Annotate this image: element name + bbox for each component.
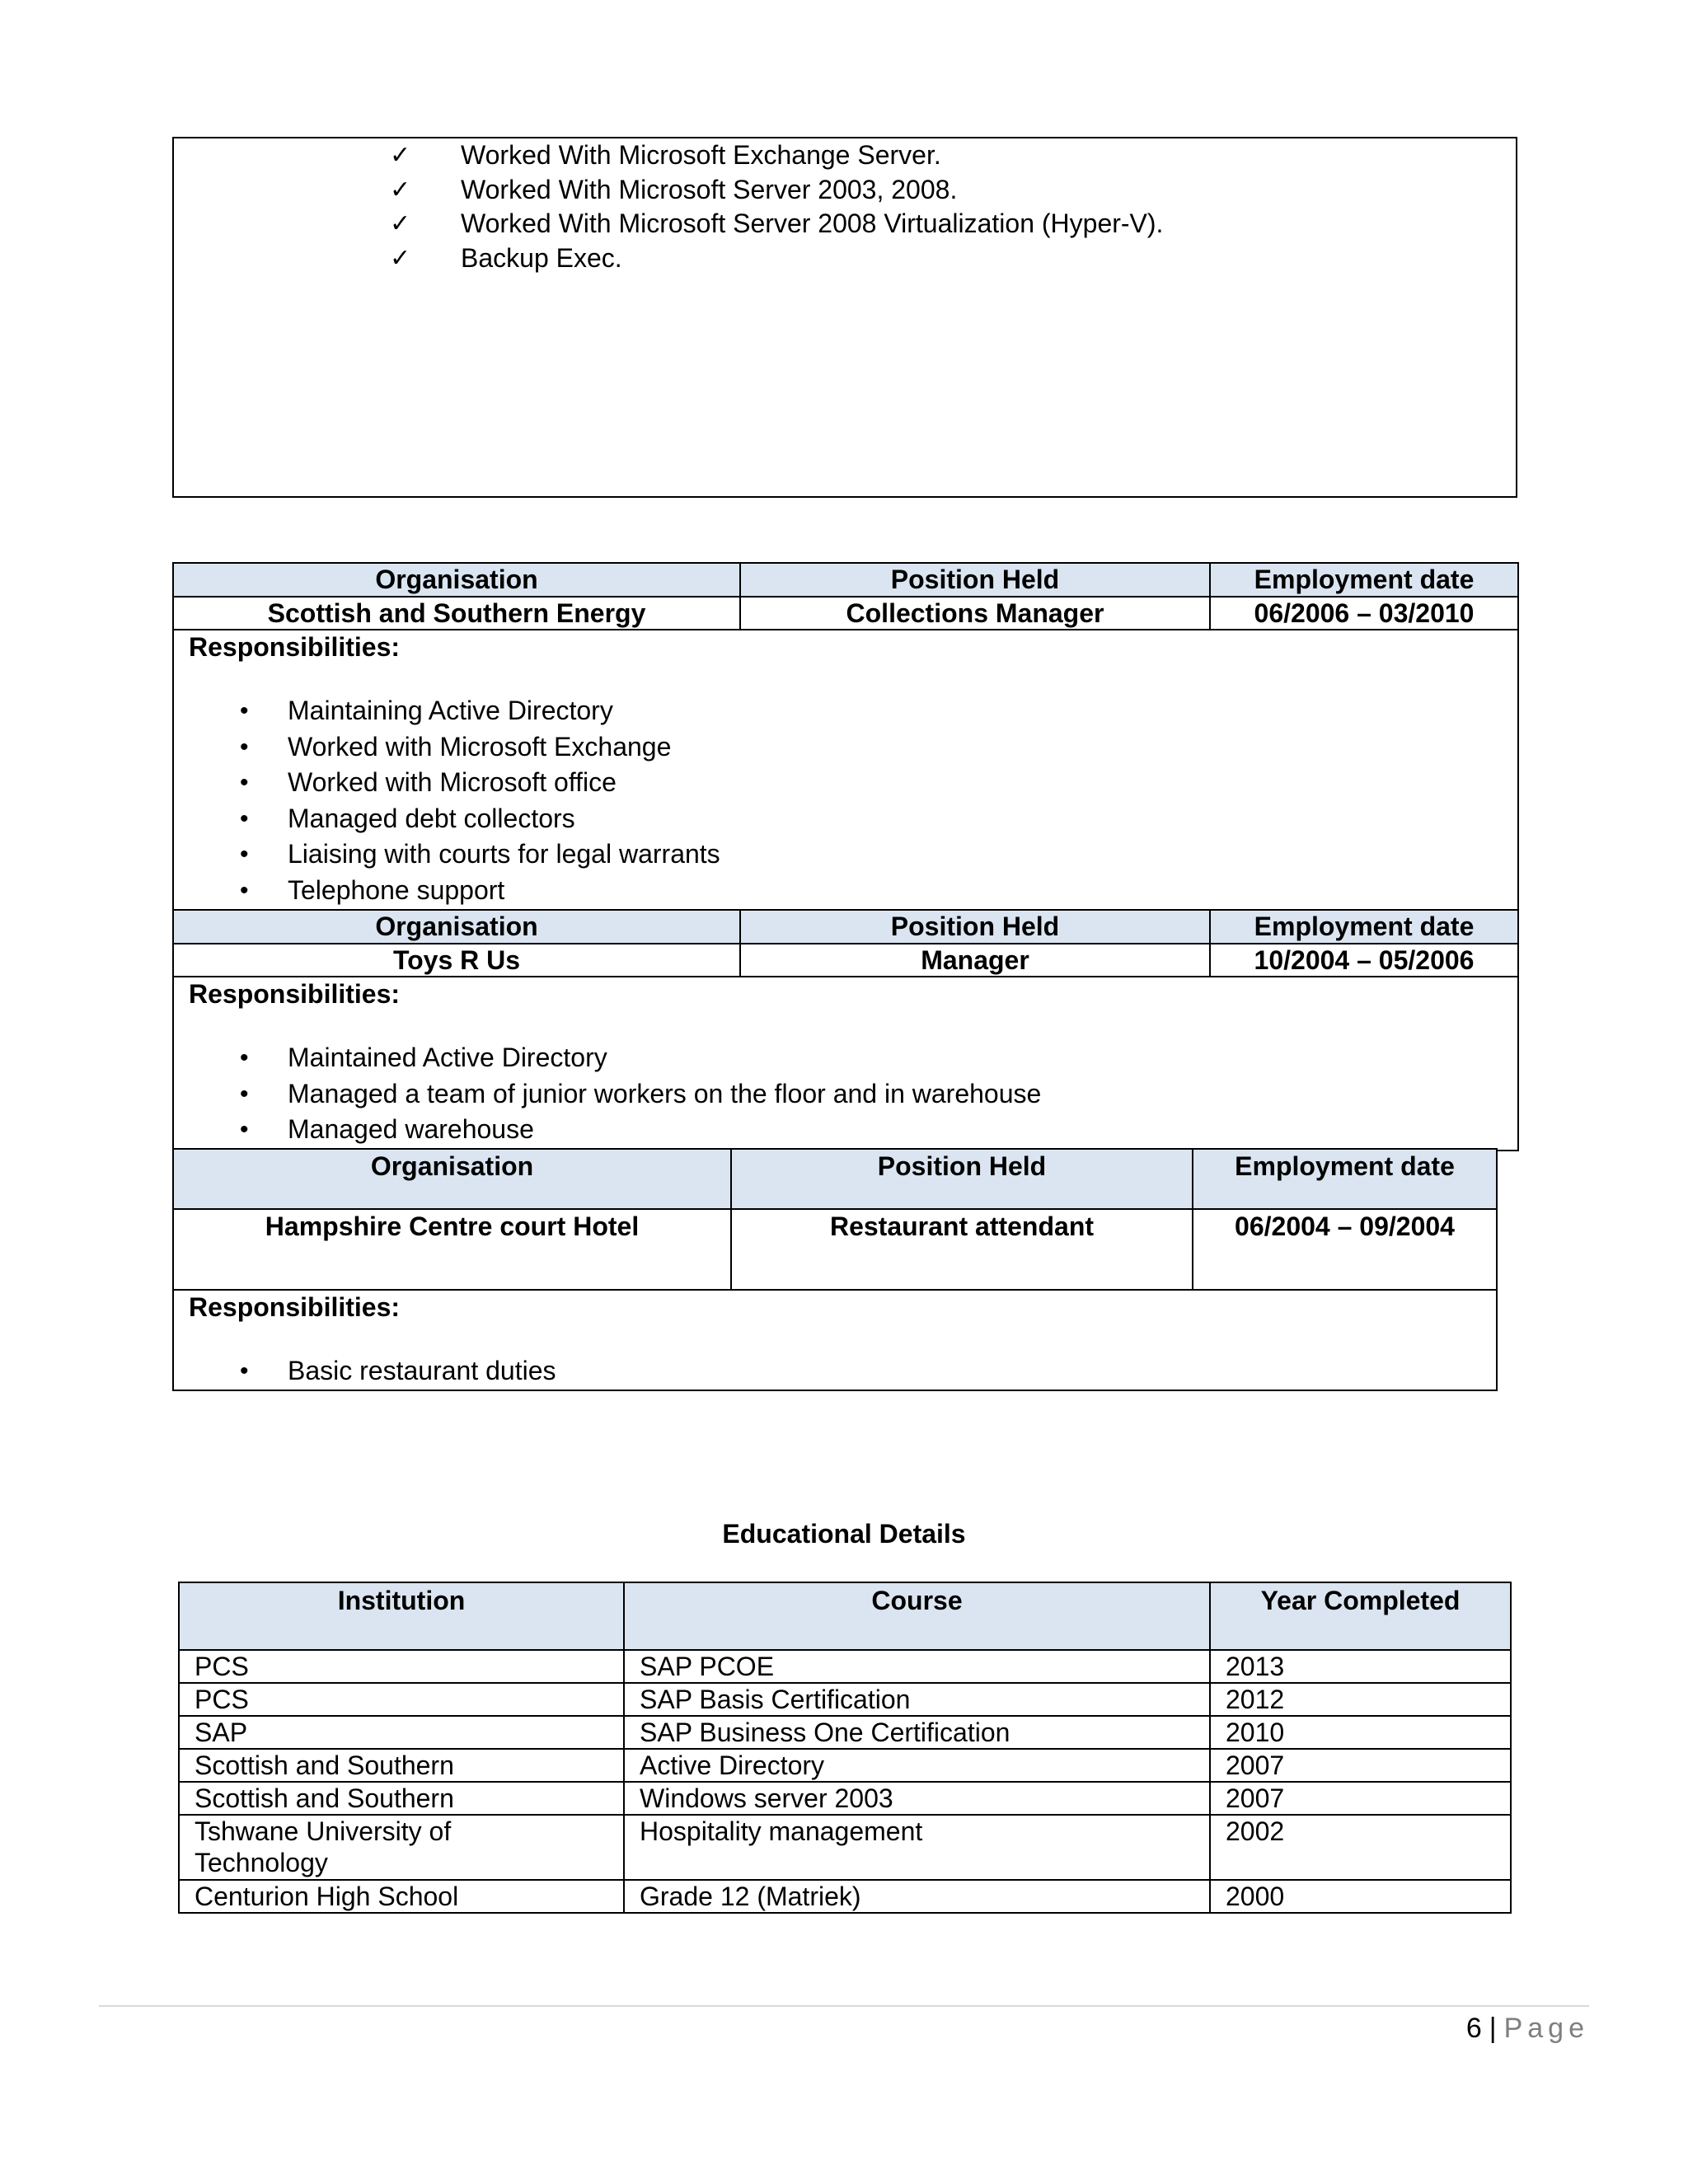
year-header: Year Completed <box>1210 1582 1511 1650</box>
organisation-value: Scottish and Southern Energy <box>173 597 740 630</box>
organisation-value: Hampshire Centre court Hotel <box>173 1209 731 1290</box>
page-number: 6 <box>1465 2013 1483 2044</box>
date-header: Employment date <box>1193 1149 1497 1209</box>
course-header: Course <box>624 1582 1210 1650</box>
responsibilities-row <box>173 1290 1497 1390</box>
list-item: ✓ Worked With Microsoft Server 2008 Virtualization (Hyper-V). <box>438 207 1163 241</box>
date-value: 06/2004 – 09/2004 <box>1193 1209 1497 1290</box>
table-row: Scottish and Southern Active Directory 2007 <box>179 1749 1511 1782</box>
responsibilities-label: Responsibilities: <box>189 979 401 1009</box>
list-item: • Maintained Active Directory <box>174 1040 1517 1076</box>
list-item: • Telephone support <box>174 873 1517 909</box>
position-header: Position Held <box>731 1149 1193 1209</box>
table-header-row <box>179 1582 1511 1650</box>
table-row: PCS SAP Basis Certification 2012 <box>179 1683 1511 1716</box>
table-header-row <box>173 563 1518 597</box>
list-item: • Worked with Microsoft Exchange <box>174 729 1517 766</box>
list-item: ✓ Worked With Microsoft Server 2003, 2008. <box>438 173 1163 208</box>
checkmark-icon: ✓ <box>390 209 411 238</box>
organisation-header: Organisation <box>173 563 740 597</box>
organisation-header: Organisation <box>173 910 740 944</box>
table-header-row <box>173 1149 1497 1209</box>
position-header: Position Held <box>740 563 1210 597</box>
date-header: Employment date <box>1210 910 1518 944</box>
table-row: SAP SAP Business One Certification 2010 <box>179 1716 1511 1749</box>
date-value: 10/2004 – 05/2006 <box>1210 944 1518 977</box>
table-row: PCS SAP PCOE 2013 <box>179 1650 1511 1683</box>
position-value: Collections Manager <box>740 597 1210 630</box>
list-item: • Managed warehouse <box>174 1112 1517 1148</box>
position-value: Manager <box>740 944 1210 977</box>
table-header-row <box>173 910 1518 944</box>
table-row: Scottish and Southern Windows server 2003 2007 <box>179 1782 1511 1815</box>
list-item: • Liaising with courts for legal warrants <box>174 837 1517 873</box>
table-row <box>173 944 1518 977</box>
responsibilities-row <box>173 630 1518 910</box>
list-item: • Basic restaurant duties <box>174 1353 1496 1390</box>
organisation-header: Organisation <box>173 1149 731 1209</box>
table-row: Tshwane University of Technology Hospitality management 2002 <box>179 1815 1511 1880</box>
responsibilities-list <box>174 1040 1517 1148</box>
list-item: • Worked with Microsoft office <box>174 765 1517 801</box>
table-row: Centurion High School Grade 12 (Matriek) 2000 <box>179 1880 1511 1913</box>
organisation-value: Toys R Us <box>173 944 740 977</box>
education-table <box>178 1582 1512 1914</box>
list-item: • Managed a team of junior workers on the floor and in warehouse <box>174 1076 1517 1113</box>
list-item: ✓ Backup Exec. <box>438 241 1163 276</box>
date-value: 06/2006 – 03/2010 <box>1210 597 1518 630</box>
footer-divider <box>99 2005 1589 2007</box>
skills-checklist <box>390 138 1164 275</box>
position-header: Position Held <box>740 910 1210 944</box>
list-item: • Maintaining Active Directory <box>174 693 1517 729</box>
page-label: Page <box>1503 2013 1589 2044</box>
responsibilities-label: Responsibilities: <box>189 1292 401 1322</box>
footer-separator: | <box>1489 2013 1498 2044</box>
institution-header: Institution <box>179 1582 624 1650</box>
position-value: Restaurant attendant <box>731 1209 1193 1290</box>
table-row <box>173 1209 1497 1290</box>
responsibilities-list <box>174 693 1517 908</box>
list-item: • Managed debt collectors <box>174 801 1517 837</box>
list-item: ✓ Worked With Microsoft Exchange Server. <box>438 138 1163 173</box>
responsibilities-label: Responsibilities: <box>189 632 401 662</box>
date-header: Employment date <box>1210 563 1518 597</box>
checkmark-icon: ✓ <box>390 175 411 204</box>
page-footer <box>1466 2013 1589 2045</box>
education-title: Educational Details <box>722 1519 966 1549</box>
skills-box <box>172 137 1517 498</box>
employment-table <box>172 1148 1498 1391</box>
checkmark-icon: ✓ <box>390 141 411 170</box>
checkmark-icon: ✓ <box>390 243 411 273</box>
table-row <box>173 597 1518 630</box>
employment-table <box>172 562 1519 1151</box>
responsibilities-row <box>173 977 1518 1151</box>
responsibilities-list <box>174 1353 1496 1390</box>
